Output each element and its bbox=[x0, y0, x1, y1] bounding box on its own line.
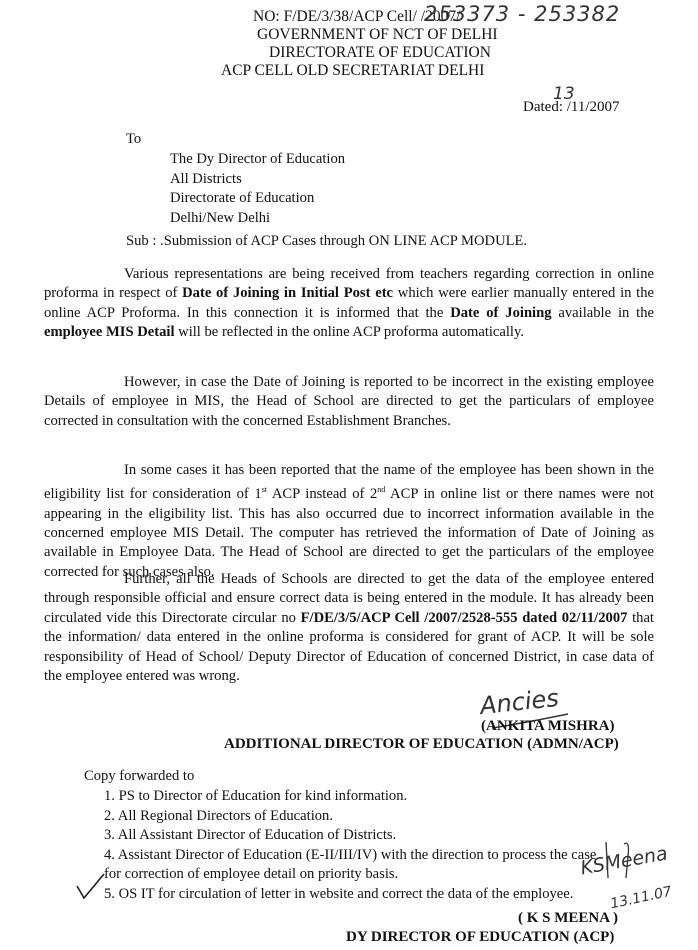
paragraph-1: Various representations are being received from teachers regarding correction in online proforma in respect of Date of Joining in Initial Post etc which were earlier manually entered in the online ACP Proforma. In this connection it is informed that the Date of Joining available in the employee MIS Detail will be reflected in the online ACP proforma automatically. bbox=[44, 266, 654, 341]
copy-list-item: 2. All Regional Directors of Education. bbox=[104, 807, 333, 824]
copy-list-item: 3. All Assistant Director of Education of Districts. bbox=[104, 827, 397, 844]
bold-phrase: Date of Joining in Initial Post etc bbox=[182, 285, 394, 302]
bold-phrase: employee MIS Detail bbox=[44, 324, 175, 341]
paragraph-3: In some cases it has been reported that the name of the employee has been shown in the eligibility list for consideration of 1st ACP instead of 2nd ACP in online list or there names were not appearing in the eligibility list. This has also occurred due to incorrect information available in the concerned employee MIS Detail. The computer has retrieved the information of Date of Joining as available in Employee Data. The Head of School are directed to get the particulars of the employee corrected for such cases also. bbox=[44, 462, 654, 580]
to-label: To bbox=[126, 131, 142, 147]
date-line: Dated: /11/2007 bbox=[523, 99, 620, 115]
copy-list-item: 5. OS IT for circulation of letter in website and correct the data of the employee. bbox=[104, 885, 574, 902]
signatory-1-designation: ADDITIONAL DIRECTOR OF EDUCATION (ADMN/ACP) bbox=[224, 736, 619, 752]
signature-flourish bbox=[600, 838, 634, 888]
paragraph-2: However, in case the Date of Joining is reported to be incorrect in the existing employee Details of employee in MIS, the Head of School are directed to get the particulars of employee corrected in consultation with the concerned Establishment Branches. bbox=[44, 374, 654, 429]
org-name: GOVERNMENT OF NCT OF DELHI bbox=[257, 26, 498, 43]
signatory-2-name: ( K S MEENA ) bbox=[518, 910, 619, 926]
signatory-2-designation: DY DIRECTOR OF EDUCATION (ACP) bbox=[346, 929, 615, 945]
address-line: Directorate of Education bbox=[170, 190, 315, 206]
directorate-name: DIRECTORATE OF EDUCATION bbox=[269, 44, 491, 61]
address-line: All Districts bbox=[170, 170, 242, 187]
signature-date: 13.11.07 bbox=[609, 883, 674, 913]
signatory-1-name: (ANKITA MISHRA) bbox=[481, 718, 615, 734]
checkmark-icon bbox=[74, 872, 108, 902]
subject-line: Sub : .Submission of ACP Cases through ON LINE ACP MODULE. bbox=[126, 233, 528, 249]
signature-ks-meena: KSMeena bbox=[578, 842, 670, 880]
circular-reference: F/DE/3/5/ACP Cell /2007/2528-555 dated 02/11/2007 bbox=[300, 609, 628, 626]
copy-list bbox=[104, 787, 596, 905]
handwritten-date-day: 13 bbox=[553, 84, 575, 104]
paragraph-4: Further, all the Heads of Schools are directed to get the data of the employee entered through responsible official and ensure correct data is being entered in the module. It has already been circulated vide this Directorate circular no F/DE/3/5/ACP Cell /2007/2528-555 dated 02/11/2007 that the information/ data entered in the online proforma is considered for grant of ACP. It will be sole responsibility of Head of School/ Deputy Director of Education of concerned District, in case data of the employee entered was wrong. bbox=[44, 571, 654, 685]
copy-forwarded-heading: Copy forwarded to bbox=[84, 768, 195, 784]
signature-ankita-mishra: Ancies bbox=[478, 683, 561, 721]
address-block bbox=[170, 150, 345, 228]
address-line: The Dy Director of Education bbox=[170, 151, 346, 167]
address-line: Delhi/New Delhi bbox=[170, 209, 271, 226]
bold-phrase: Date of Joining bbox=[450, 304, 552, 321]
copy-list-item: 1. PS to Director of Education for kind information. bbox=[104, 788, 408, 804]
office-name: ACP CELL OLD SECRETARIAT DELHI bbox=[221, 62, 485, 79]
reference-number-text: NO: F/DE/3/38/ACP Cell/ /2007/ bbox=[253, 8, 461, 25]
copy-list-item: for correction of employee detail on priority basis. bbox=[104, 866, 399, 883]
copy-list-item: 4. Assistant Director of Education (E-II/III/IV) with the direction to process the case bbox=[104, 846, 597, 863]
handwritten-reference: 253373 - 253382 bbox=[424, 2, 621, 26]
